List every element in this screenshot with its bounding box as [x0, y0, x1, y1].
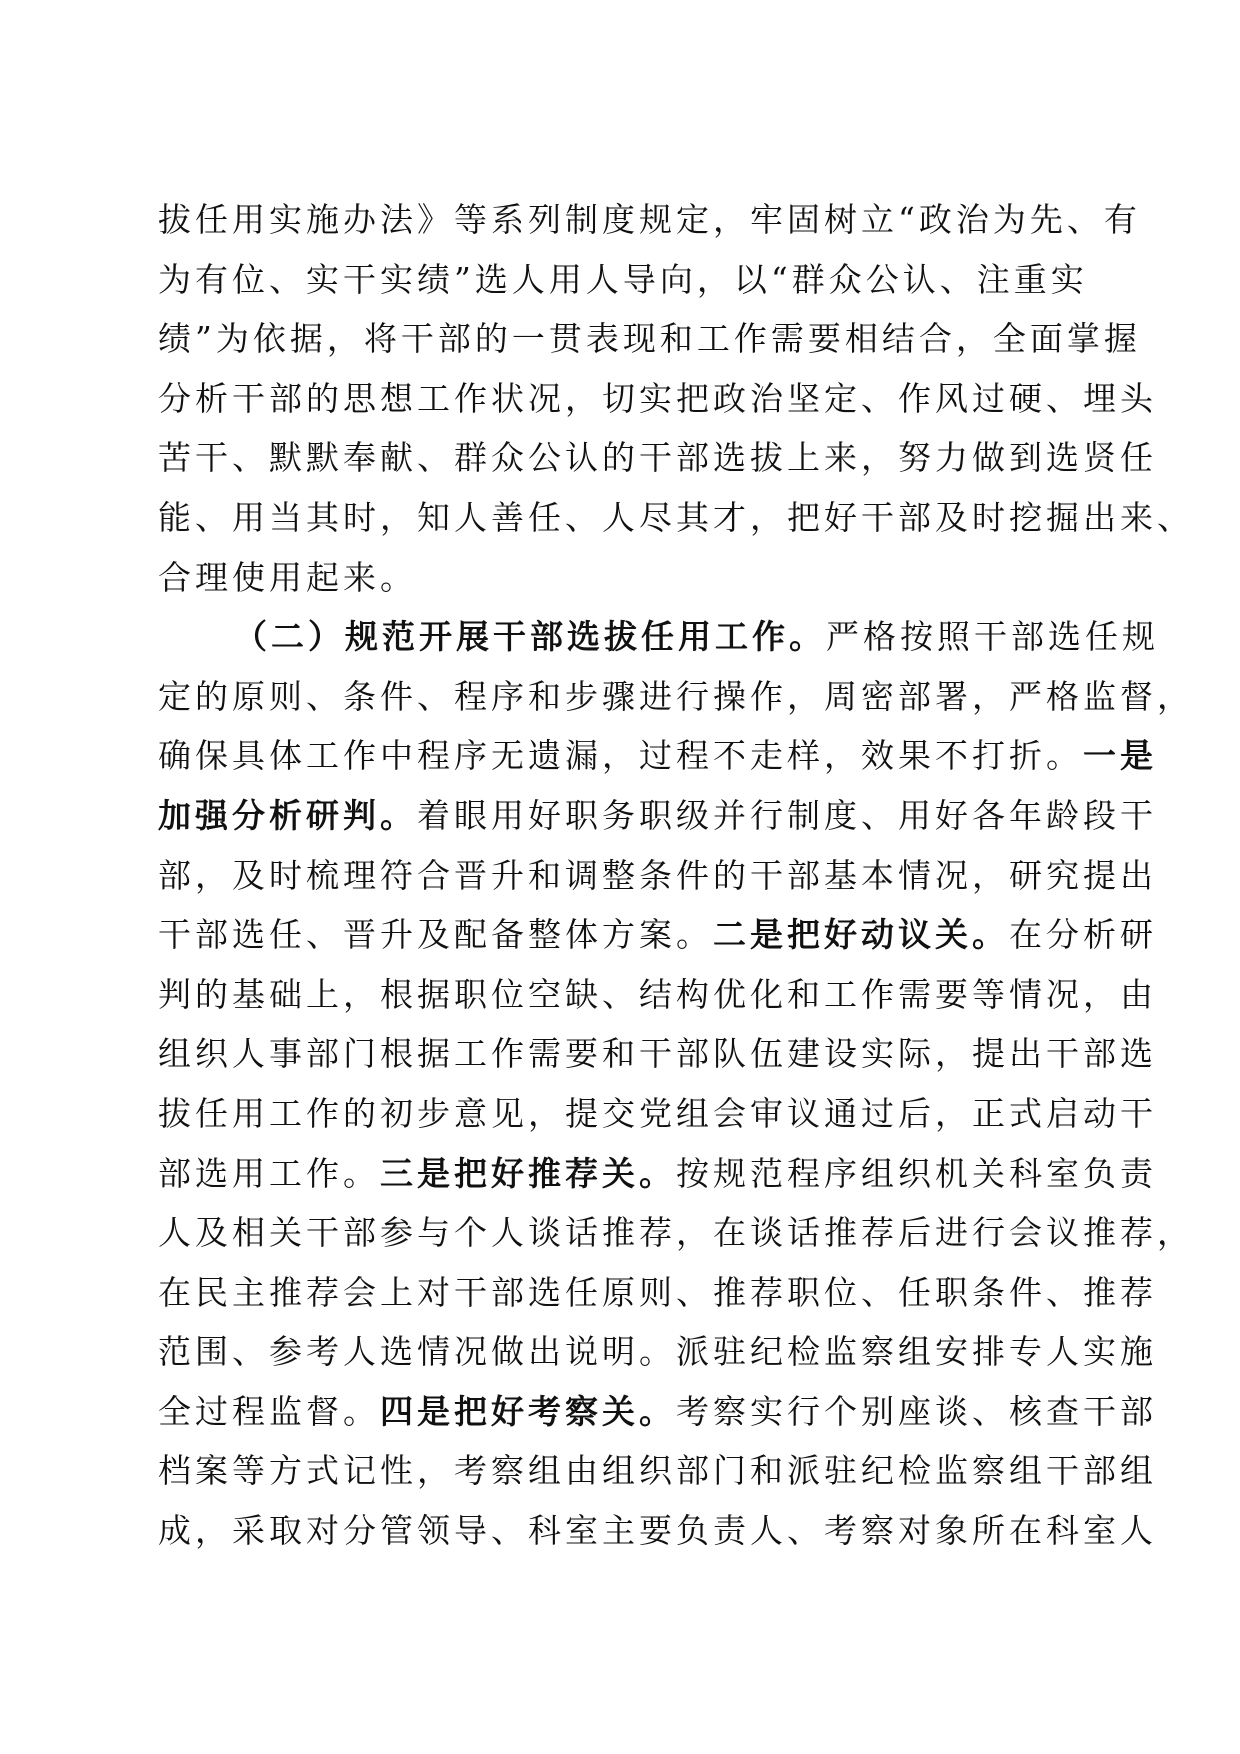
text-line: 组织人事部门根据工作需要和干部队伍建设实际，提出干部选	[158, 1034, 1157, 1074]
text-run: 按规范程序组织机关科室负责	[676, 1153, 1157, 1193]
section-heading: （二）规范开展干部选拔任用工作。	[234, 617, 826, 657]
bold-run: 四是把好考察关。	[380, 1391, 676, 1431]
text-run: 干部选任、晋升及配备整体方案。	[158, 915, 713, 955]
text-run: 着眼用好职务职级并行制度、用好各年龄段干	[417, 795, 1157, 835]
text-line: 能、用当其时，知人善任、人尽其才，把好干部及时挖掘出来、	[158, 497, 1194, 537]
text-line	[158, 1382, 1157, 1442]
text-run: 在分析研	[1009, 915, 1157, 955]
text-run: 考察实行个别座谈、核查干部	[676, 1391, 1157, 1431]
bold-run: 加强分析研判。	[158, 795, 417, 835]
bold-run: 三是把好推荐关。	[380, 1153, 676, 1193]
bold-run: 二是把好动议关。	[713, 915, 1009, 955]
text-run: 全过程监督。	[158, 1391, 380, 1431]
text-line: 档案等方式记性，考察组由组织部门和派驻纪检监察组干部组	[158, 1451, 1157, 1491]
text-run: 确保具体工作中程序无遗漏，过程不走样，效果不打折。	[158, 736, 1083, 776]
paragraph-1	[158, 190, 1194, 607]
text-line	[158, 726, 1157, 786]
text-line: 合理使用起来。	[158, 557, 417, 597]
text-line	[158, 1144, 1157, 1204]
text-line: 在民主推荐会上对干部选任原则、推荐职位、任职条件、推荐	[158, 1272, 1157, 1312]
text-line	[158, 786, 1157, 846]
text-line: 部，及时梳理符合晋升和调整条件的干部基本情况，研究提出	[158, 855, 1157, 895]
text-run: 部选用工作。	[158, 1153, 380, 1193]
paragraph-2	[158, 607, 1194, 1561]
text-line: 成，采取对分管领导、科室主要负责人、考察对象所在科室人	[158, 1511, 1157, 1551]
text-line: 绩”为依据，将干部的一贯表现和工作需要相结合，全面掌握	[158, 319, 1141, 359]
text-line: 拔任用实施办法》等系列制度规定，牢固树立“政治为先、有	[158, 200, 1141, 239]
text-line: 拔任用工作的初步意见，提交党组会审议通过后，正式启动干	[158, 1093, 1157, 1133]
text-run: 严格按照干部选任规	[826, 617, 1159, 657]
text-line: 判的基础上，根据职位空缺、结构优化和工作需要等情况，由	[158, 974, 1157, 1014]
body-text	[158, 190, 1194, 1561]
text-line: 分析干部的思想工作状况，切实把政治坚定、作风过硬、埋头	[158, 378, 1157, 418]
text-line	[158, 607, 1159, 667]
text-line: 苦干、默默奉献、群众公认的干部选拔上来，努力做到选贤任	[158, 438, 1157, 478]
text-line	[158, 905, 1157, 965]
text-line: 为有位、实干实绩”选人用人导向，以“群众公认、注重实	[158, 259, 1088, 299]
text-line: 人及相关干部参与个人谈话推荐，在谈话推荐后进行会议推荐，	[158, 1213, 1194, 1253]
text-line: 定的原则、条件、程序和步骤进行操作，周密部署，严格监督，	[158, 676, 1194, 716]
text-line: 范围、参考人选情况做出说明。派驻纪检监察组安排专人实施	[158, 1332, 1157, 1372]
bold-run: 一是	[1083, 736, 1157, 776]
